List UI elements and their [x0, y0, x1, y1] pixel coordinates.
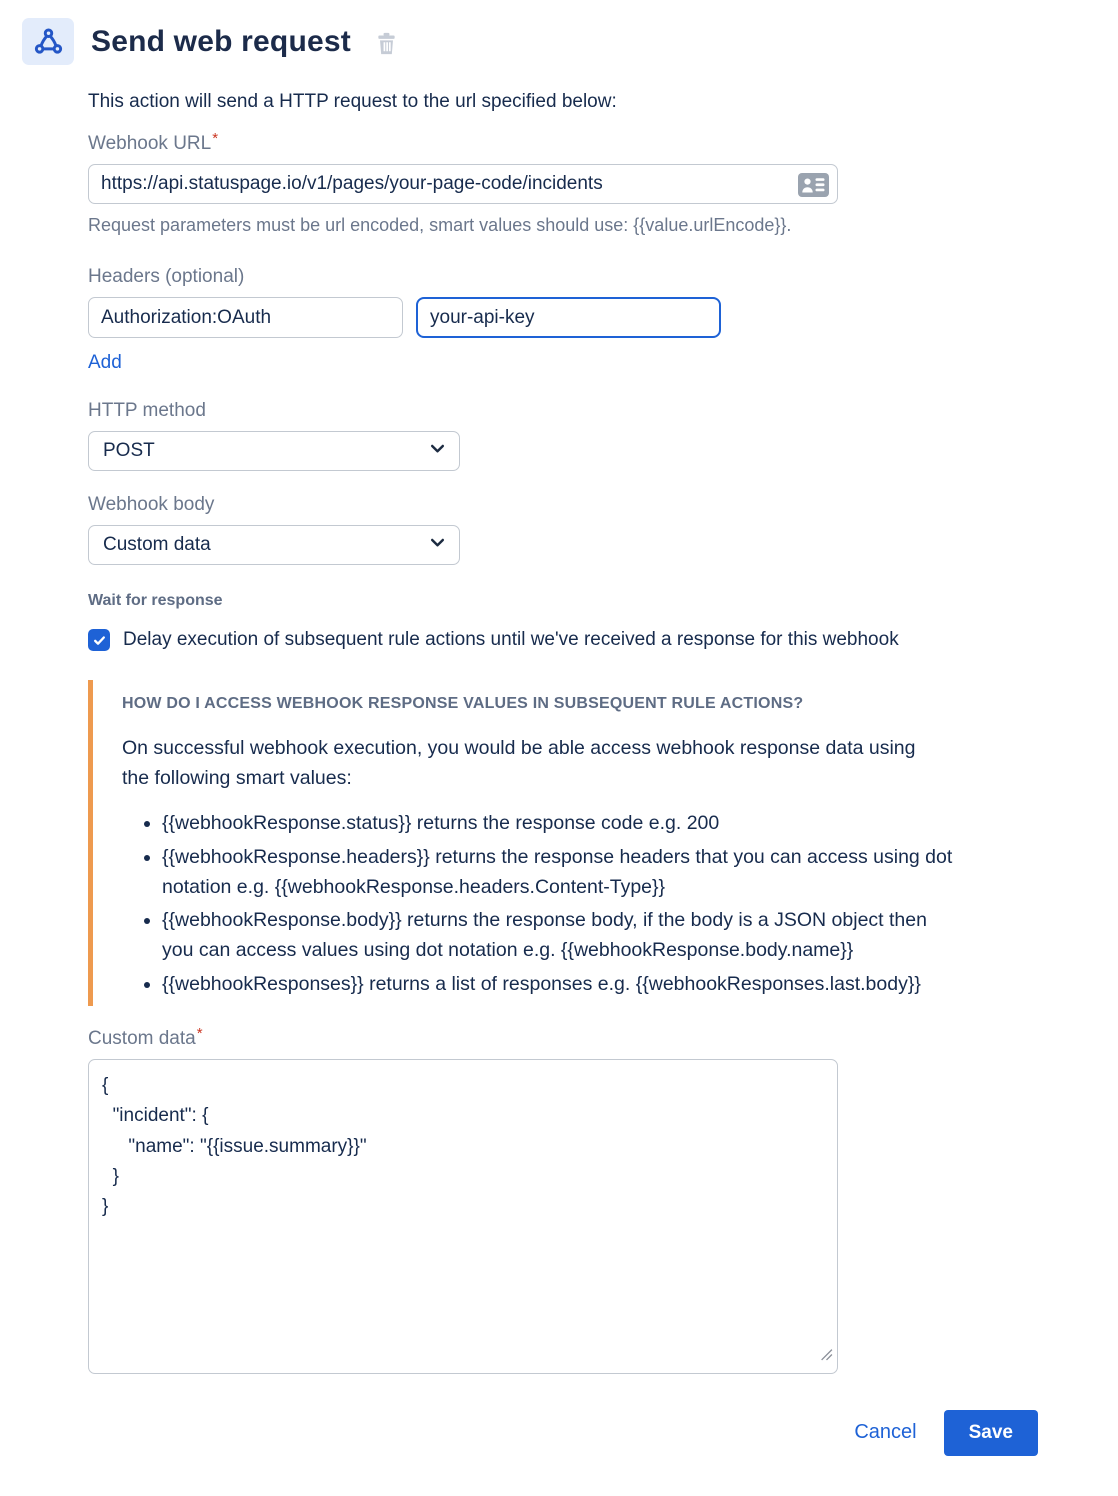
wait-for-response-label: Wait for response — [88, 592, 223, 609]
action-header — [0, 0, 1118, 65]
required-asterisk: * — [212, 130, 219, 147]
http-method-label: HTTP method — [88, 400, 206, 421]
webhook-icon — [22, 18, 74, 65]
resize-handle[interactable] — [820, 1348, 833, 1366]
info-panel-intro: On successful webhook execution, you would be able access webhook response data using the following smart values: — [122, 737, 916, 790]
custom-data-label: Custom data* — [88, 1024, 203, 1049]
header-key-input[interactable] — [88, 297, 403, 338]
header-value-input[interactable] — [416, 297, 721, 338]
webhook-body-select[interactable] — [88, 525, 460, 565]
add-header-link[interactable]: Add — [88, 352, 122, 373]
form-footer — [88, 1406, 1038, 1468]
webhook-url-label: Webhook URL* — [88, 130, 219, 154]
http-method-value: POST — [103, 440, 155, 461]
check-icon — [92, 633, 107, 648]
chevron-down-icon — [429, 534, 446, 557]
list-item: • {{webhookResponses}} returns a list of responses e.g. {{webhookResponses.last.body}} — [162, 969, 962, 999]
form-body — [0, 65, 1118, 1468]
delay-execution-checkbox[interactable] — [88, 629, 110, 651]
page-title: Send web request — [91, 24, 351, 58]
info-panel-heading: HOW DO I ACCESS WEBHOOK RESPONSE VALUES IN SUBSEQUENT RULE ACTIONS? — [122, 695, 804, 713]
webhook-url-help: Request parameters must be url encoded, smart values should use: {{value.urlEncode}}. — [88, 215, 792, 235]
custom-data-textarea[interactable] — [88, 1059, 838, 1374]
contact-card-icon[interactable] — [798, 173, 829, 197]
delay-execution-checkbox-label[interactable]: Delay execution of subsequent rule actions until we've received a response for this webhook — [123, 629, 899, 650]
trash-icon[interactable] — [376, 32, 397, 55]
http-method-select[interactable] — [88, 431, 460, 471]
cancel-button[interactable]: Cancel — [854, 1421, 917, 1444]
list-item: • {{webhookResponse.body}} returns the response body, if the body is a JSON object then you can access values using dot notation e.g. {{webhookResponse.body.name}} — [162, 905, 962, 965]
chevron-down-icon — [429, 440, 446, 463]
webhook-response-info-panel — [88, 680, 1038, 1006]
headers-label: Headers (optional) — [88, 266, 245, 287]
action-description: This action will send a HTTP request to the url specified below: — [88, 91, 617, 112]
webhook-body-value: Custom data — [103, 534, 211, 555]
save-button[interactable]: Save — [944, 1410, 1038, 1456]
list-item: • {{webhookResponse.status}} returns the response code e.g. 200 — [162, 808, 962, 838]
webhook-url-input[interactable] — [88, 164, 838, 204]
required-asterisk: * — [196, 1024, 203, 1042]
list-item: • {{webhookResponse.headers}} returns the response headers that you can access using dot notation e.g. {{webhookResponse.headers.Content-Type}} — [162, 842, 962, 902]
webhook-body-label: Webhook body — [88, 494, 215, 515]
smart-values-list — [122, 808, 1038, 998]
